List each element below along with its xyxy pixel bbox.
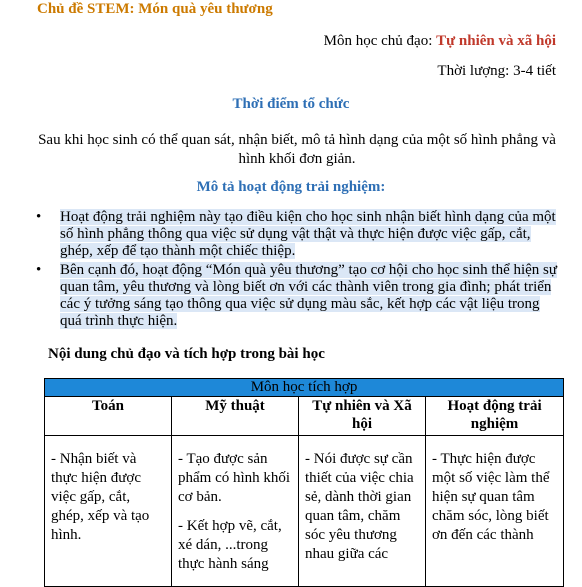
table-cell-math: - Nhận biết và thực hiện được việc gấp, cắt, ghép, xếp và tạo hình.: [45, 436, 172, 587]
bullet-text: Hoạt động trải nghiệm này tạo điều kiện cho học sinh nhận biết hình dạng của một số hình phẳng thông qua việc sử dụng vật thật và thực hiện được việc gấp, cắt, ghép, xếp để tạo thành một chiếc thiệp.: [60, 209, 556, 259]
column-header: Mỹ thuật: [172, 397, 299, 436]
duration: Thời lượng: 3-4 tiết: [437, 63, 556, 79]
integration-table: [44, 378, 564, 587]
bullet-text: Bên cạnh đó, hoạt động “Món quà yêu thương” tạo cơ hội cho học sinh thể hiện sự quan tâm, yêu thương và lòng biết ơn với các thành viên trong gia đình; phát triển các ý tưởng sáng tạo thông qua việc sử dụng màu sắc, kết hợp các vật liệu trong quá trình thực hiện.: [60, 262, 558, 329]
list-item: [36, 209, 558, 260]
list-item: [36, 262, 558, 330]
table-cell-nature-society: - Nói được sự cần thiết của việc chia sẻ, dành thời gian quan tâm, chăm sóc yêu thương nhau giữa các: [299, 436, 426, 587]
column-header: Tự nhiên và Xã hội: [299, 397, 426, 436]
timing-text: Sau khi học sinh có thể quan sát, nhận biết, mô tả hình dạng của một số hình phẳng và hình khối đơn giản.: [38, 132, 556, 167]
bullet-icon: •: [36, 209, 42, 225]
description-heading: Mô tả hoạt động trải nghiệm:: [196, 179, 386, 195]
main-subject: [324, 33, 556, 50]
column-header: Toán: [45, 397, 172, 436]
content-heading: Nội dung chủ đạo và tích hợp trong bài học: [48, 346, 325, 362]
description-list: [36, 209, 558, 332]
table-banner: Môn học tích hợp: [45, 379, 564, 397]
main-subject-label: Môn học chủ đạo:: [323, 33, 433, 49]
main-subject-value: Tự nhiên và xã hội: [436, 33, 556, 49]
topic-title: Chủ đề STEM: Món quà yêu thương: [37, 1, 273, 17]
table-cell-experience: - Thực hiện được một số việc làm thể hiện sự quan tâm chăm sóc, lòng biết ơn đến các thành: [426, 436, 564, 587]
bullet-icon: •: [36, 262, 42, 278]
column-header: Hoạt động trải nghiệm: [426, 397, 564, 436]
table-header-row: [45, 397, 564, 436]
table-cell-art: - Tạo được sản phẩm có hình khối cơ bản. - Kết hợp vẽ, cắt, xé dán, ...trong thực hành sáng: [172, 436, 299, 587]
timing-heading: Thời điểm tổ chức: [232, 96, 350, 112]
table-banner-row: [45, 379, 564, 397]
